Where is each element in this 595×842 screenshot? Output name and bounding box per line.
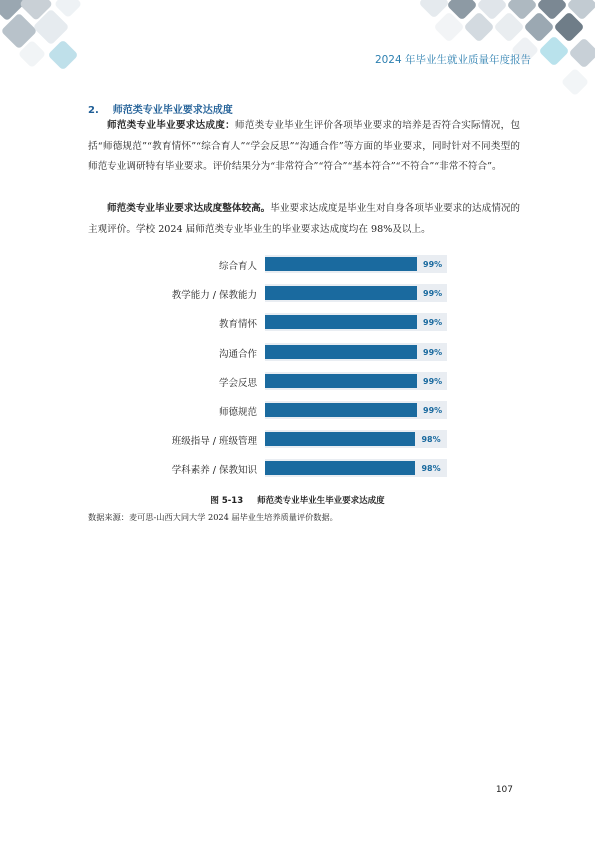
value-label: 99%: [423, 289, 443, 299]
category-label: 师德规范: [218, 407, 257, 418]
paragraph-intro: [88, 116, 520, 178]
bar-4: [265, 345, 417, 359]
value-label: 98%: [421, 435, 441, 445]
data-source-note: 数据来源：麦可思-山西大同大学 2024 届毕业生培养质量评价数据。: [88, 512, 338, 522]
paragraph-lead: 师范类专业毕业要求达成度：: [107, 120, 235, 131]
figure-caption: [0, 494, 595, 506]
category-label: 综合育人: [218, 261, 257, 272]
category-label: 学科素养 / 保教知识: [171, 465, 257, 477]
bar-2: [265, 286, 417, 300]
section-number: 2.: [88, 105, 99, 116]
value-label: 98%: [421, 464, 441, 474]
figure-title: 师范类专业毕业生毕业要求达成度: [257, 496, 385, 506]
paragraph-lead: 师范类专业毕业要求达成度整体较高。: [107, 203, 271, 214]
value-label: 99%: [423, 376, 443, 386]
value-label: 99%: [423, 406, 443, 415]
section-heading: [88, 101, 233, 116]
bar-6: [265, 403, 417, 417]
section-heading-text: 师范类专业毕业要求达成度: [112, 105, 233, 116]
value-label: 99%: [423, 347, 443, 357]
category-label: 教育情怀: [218, 319, 257, 331]
bar-3: [265, 315, 417, 329]
paragraph-text: 师范类专业毕业生评价各项毕业要求的培养是否符合实际情况，包括“师德规范”“教育情怀”“综合育人”“学会反思”“沟通合作”等方面的毕业要求，同时针对不同类型的师范专业调研特有毕业要求。评价结果分为“非常符合”“符合”“基本符合”“不符合”“非常不符合”。: [88, 120, 521, 172]
bar-5: [265, 374, 417, 388]
running-header-title: 2024 年毕业生就业质量年度报告: [374, 54, 531, 66]
category-label: 学会反思: [218, 377, 257, 389]
category-label: 沟通合作: [218, 348, 257, 360]
category-label: 班级指导 / 班级管理: [171, 436, 257, 448]
paragraph-text: 毕业要求达成度是毕业生对自身各项毕业要求的达成情况的主观评价。学校 2024 届师范类专业毕业生的毕业要求达成度均在 98%及以上。: [88, 203, 521, 235]
value-label: 99%: [423, 260, 443, 269]
value-label: 99%: [423, 318, 443, 328]
page-number: 107: [495, 785, 513, 795]
bar-7: [265, 432, 415, 446]
bar-chart: [0, 250, 595, 480]
paragraph-summary: [88, 199, 520, 240]
bar-8: [265, 461, 415, 475]
figure-number: 图 5-13: [210, 496, 244, 506]
bar-1: [265, 257, 417, 271]
category-label: 教学能力 / 保教能力: [171, 290, 257, 302]
